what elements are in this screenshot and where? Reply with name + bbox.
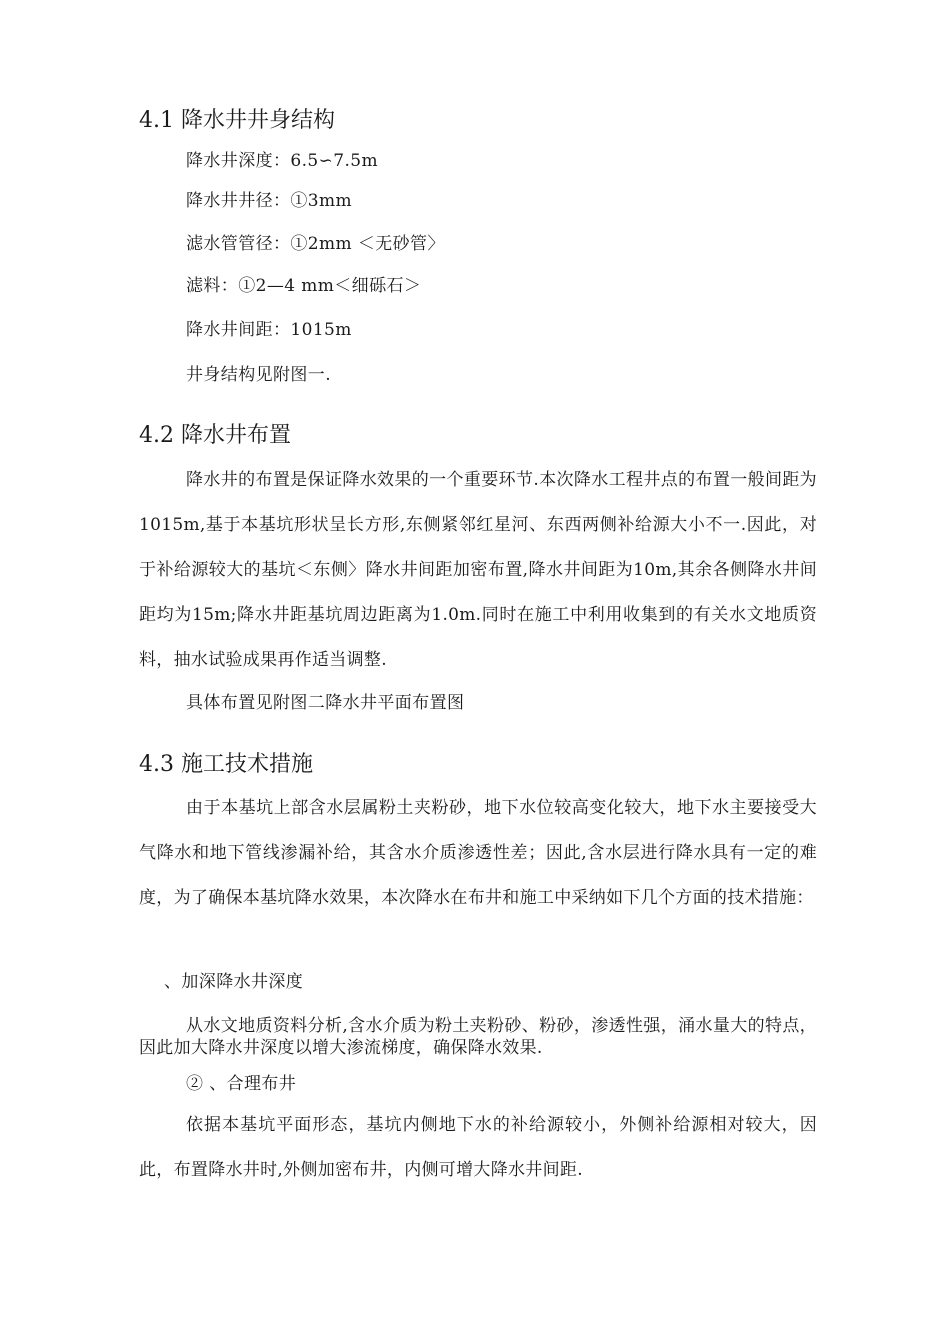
layout-figure-reference: 具体布置见附图二降水井平面布置图 [186, 693, 465, 713]
measure-item-1-text: 从水文地质资料分析,含水介质为粉土夹粉砂、粉砂，渗透性强，涌水量大的特点，因此加大降水井深度以增大渗流梯度，确保降水效果. [139, 1016, 817, 1058]
well-structure-reference: 井身结构见附图一. [186, 365, 332, 385]
filter-material-line: 滤料：①2—4 mm＜细砾石＞ [186, 276, 422, 296]
section-heading-4-1: 4.1 降水井井身结构 [139, 108, 335, 133]
well-layout-paragraph: 降水井的布置是保证降水效果的一个重要环节.本次降水工程井点的布置一般间距为1015m,基于本基坑形状呈长方形,东侧紧邻红星河、东西两侧补给源大小不一.因此，对于补给源较大的基坑＜东侧〉降水井间距加密布置,降水井间距为10m,其余各侧降水井间距均为15m;降水井距基坑周边距离为1.0m.同时在施工中利用收集到的有关水文地质资料，抽水试验成果再作适当调整. [139, 470, 817, 670]
well-depth-line: 降水井深度：6.5∽7.5m [186, 151, 379, 171]
filter-pipe-diameter-line: 滤水管管径：①2mm ＜无砂管〉 [186, 234, 445, 254]
section-heading-4-3: 4.3 施工技术措施 [139, 752, 313, 777]
well-diameter-line: 降水井井径：①3mm [186, 191, 353, 211]
well-spacing-line: 降水井间距：1015m [186, 320, 352, 340]
section-heading-4-2: 4.2 降水井布置 [139, 423, 291, 448]
measure-item-2-title: ② 、合理布井 [186, 1074, 297, 1094]
measure-item-2-text: 依据本基坑平面形态，基坑内侧地下水的补给源较小，外侧补给源相对较大，因此，布置降水井时,外侧加密布井，内侧可增大降水井间距. [139, 1115, 817, 1180]
measure-item-1-title: 、加深降水井深度 [164, 972, 304, 992]
technical-measures-intro: 由于本基坑上部含水层属粉土夹粉砂，地下水位较高变化较大，地下水主要接受大气降水和地下管线渗漏补给，其含水介质渗透性差；因此,含水层进行降水具有一定的难度，为了确保本基坑降水效果，本次降水在布井和施工中采纳如下几个方面的技术措施： [139, 798, 817, 908]
